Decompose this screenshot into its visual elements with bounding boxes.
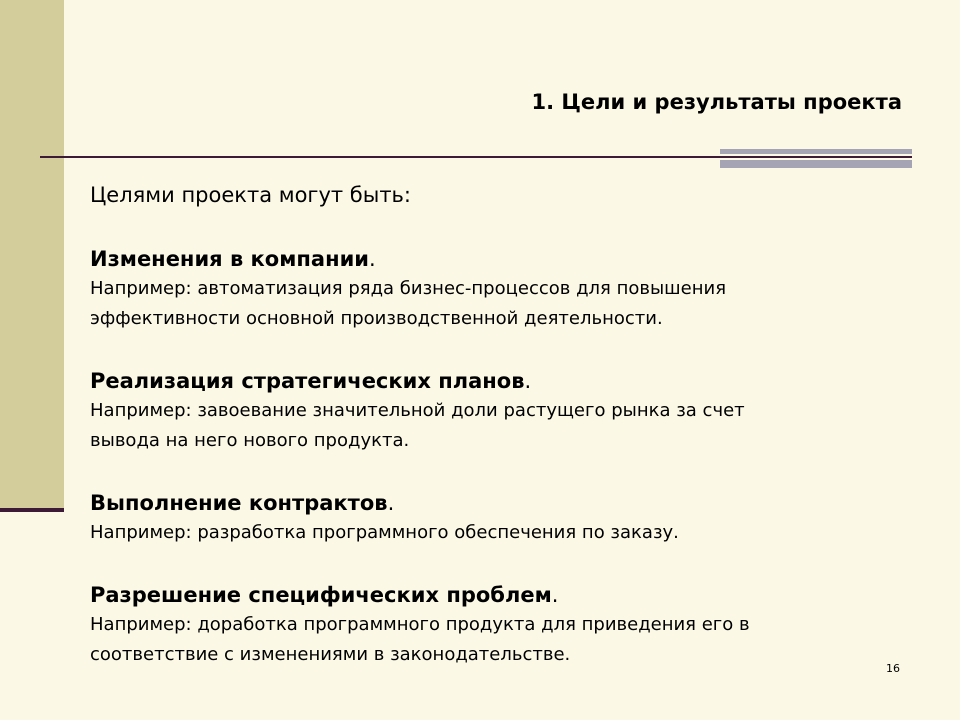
goal-title: Изменения в компании.	[90, 247, 376, 271]
goal-example-line: соответствие с изменениями в законодательстве.	[90, 644, 571, 665]
goal-example-line: эффективности основной производственной деятельности.	[90, 308, 663, 329]
goal-example-line: Например: разработка программного обеспечения по заказу.	[90, 522, 679, 543]
goal-item	[90, 244, 880, 334]
decorative-sidebar	[0, 0, 64, 512]
goal-title: Разрешение специфических проблем.	[90, 583, 559, 607]
slide-title: 1. Цели и результаты проекта	[531, 90, 902, 114]
title-divider	[40, 156, 912, 158]
goal-example-line: Например: автоматизация ряда бизнес-процессов для повышения	[90, 278, 727, 299]
goal-title: Реализация стратегических планов.	[90, 369, 532, 393]
goal-example-line: Например: доработка программного продукта для приведения его в	[90, 614, 750, 635]
title-accent-bar-bottom	[720, 160, 912, 168]
goal-item	[90, 366, 880, 456]
goal-example-line: вывода на него нового продукта.	[90, 430, 410, 451]
page-number: 16	[886, 662, 900, 675]
goal-title: Выполнение контрактов.	[90, 491, 395, 515]
intro-text: Целями проекта могут быть:	[90, 183, 412, 207]
title-accent-bar-top	[720, 149, 912, 154]
slide-content	[90, 180, 880, 702]
goal-item	[90, 580, 880, 670]
goal-example-line: Например: завоевание значительной доли растущего рынка за счет	[90, 400, 745, 421]
goal-item	[90, 488, 880, 548]
sidebar-divider	[0, 508, 64, 512]
